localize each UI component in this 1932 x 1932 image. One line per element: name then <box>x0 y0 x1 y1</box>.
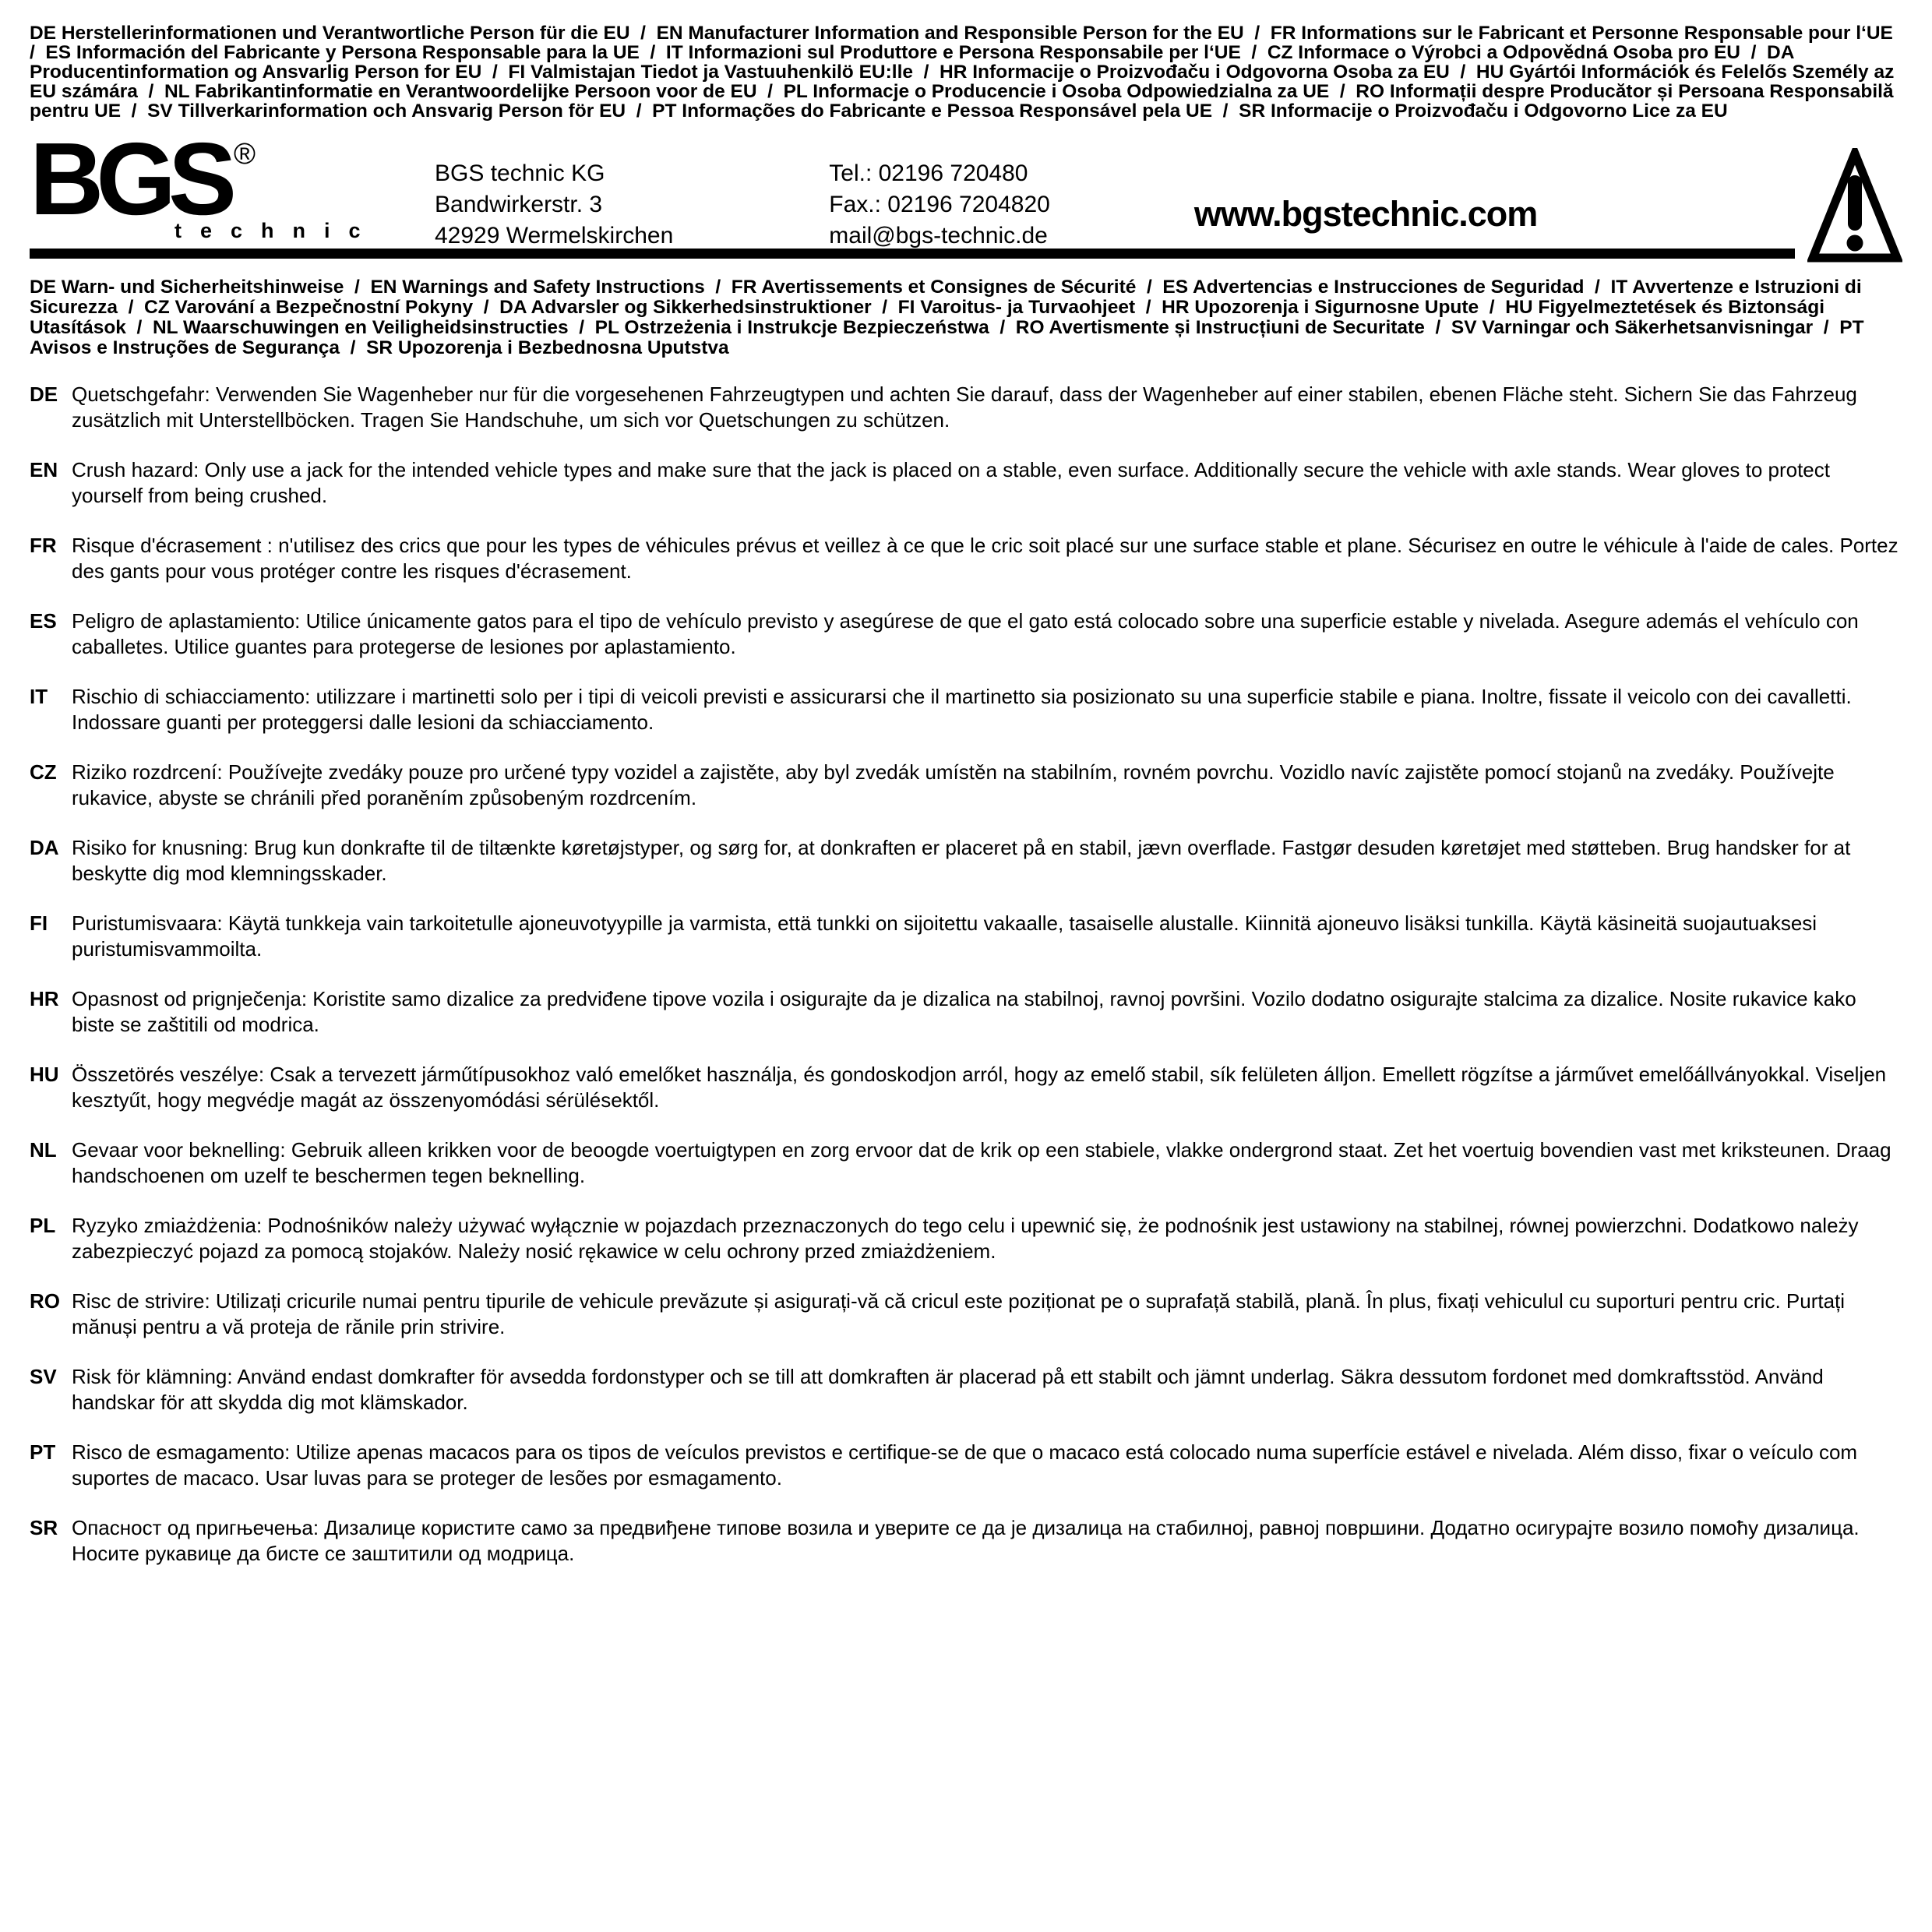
logo-technic-text: technic <box>175 219 379 242</box>
language-code: DA <box>30 836 59 859</box>
company-city: 42929 Wermelskirchen <box>435 223 674 249</box>
language-code: HU <box>30 1063 59 1086</box>
safety-note-text: Gevaar voor beknelling: Gebruik alleen krikken voor de beoogde voertuigtypen en zorg ervoor dat de krik op een stabiele, vlakke ondergrond staat. Zet het voertuig bovendien vast met kriksteunen. Draag handschoenen om uzelf te beschermen tegen beknelling. <box>72 1138 1891 1187</box>
safety-note-row-it <box>30 684 1904 735</box>
logo-bgs-text: BGS <box>30 122 230 236</box>
language-code: IT <box>30 685 48 708</box>
safety-note-text: Riziko rozdrcení: Používejte zvedáky pouze pro určené typy vozidel a zajistěte, aby byl zvedák umístěn na stabilním, rovném povrchu. Vozidlo navíc zajistěte pomocí stojanů na zvedáky. Používejte rukavice, abyste se chránili před poraněním způsobeným rozdrcením. <box>72 760 1835 809</box>
language-code: ES <box>30 609 57 633</box>
safety-note-row-en <box>30 457 1904 509</box>
brand-row <box>30 122 1904 249</box>
safety-note-text: Összetörés veszélye: Csak a tervezett járműtípusokhoz való emelőket használja, és gondoskodjon arról, hogy az emelő stabil, sík felületen álljon. Emellett rögzítse a járművet emelőállványokkal. Viseljen kesztyűt, hogy megvédje magát az összenyomódási sérülésektől. <box>72 1063 1887 1112</box>
safety-note-row-sr <box>30 1515 1904 1567</box>
safety-note-row-pl <box>30 1213 1904 1264</box>
safety-note-row-de <box>30 382 1904 433</box>
email-address: mail@bgs-technic.de <box>829 223 1048 249</box>
safety-note-text: Risco de esmagamento: Utilize apenas macacos para os tipos de veículos previstos e certifique-se de que o macaco está colocado numa superfície estável e nivelada. Além disso, fixar o veículo com suportes de macaco. Usar luvas para se proteger de lesões por esmagamento. <box>72 1440 1858 1490</box>
language-code: FR <box>30 534 57 557</box>
language-code: SR <box>30 1516 58 1539</box>
safety-note-text: Quetschgefahr: Verwenden Sie Wagenheber nur für die vorgesehenen Fahrzeugtypen und achten Sie darauf, dass der Wagenheber auf einer stabilen, ebenen Fläche steht. Sichern Sie das Fahrzeug zusätzlich mit Unterstellböcken. Tragen Sie Handschuhe, um sich vor Quetschungen zu schützen. <box>72 383 1857 432</box>
safety-note-row-hr <box>30 986 1904 1038</box>
masthead <box>30 122 1904 259</box>
registered-trademark-mark: ® <box>234 138 256 171</box>
language-code: HR <box>30 987 59 1010</box>
safety-note-text: Ryzyko zmiażdżenia: Podnośników należy używać wyłącznie w pojazdach przeznaczonych do tego celu i upewnić się, że podnośnik jest ustawiony na stabilnej, równej powierzchni. Dodatkowo należy zabezpieczyć pojazd za pomocą stojaków. Należy nosić rękawice w celu ochrony przed zmiażdżeniem. <box>72 1214 1859 1263</box>
safety-note-row-cz <box>30 760 1904 811</box>
safety-note-row-fr <box>30 533 1904 584</box>
safety-note-row-da <box>30 835 1904 887</box>
contact-block <box>829 139 1050 252</box>
safety-note-text: Risc de strivire: Utilizați cricurile numai pentru tipurile de vehicule prevăzute și asigurați-vă că cricul este poziționat pe o suprafață stabilă, plană. În plus, fixați vehiculul cu suporturi pentru cric. Purtați mănuși pentru a vă proteja de rănile prin strivire. <box>72 1289 1846 1338</box>
safety-note-row-fi <box>30 911 1904 962</box>
company-name: BGS technic KG <box>435 160 605 186</box>
safety-note-row-es <box>30 608 1904 660</box>
bgs-logo <box>30 122 402 243</box>
language-code: SV <box>30 1365 57 1388</box>
warning-triangle-icon <box>1807 148 1902 263</box>
safety-note-row-pt <box>30 1440 1904 1491</box>
safety-note-text: Crush hazard: Only use a jack for the intended vehicle types and make sure that the jack is placed on a stable, even surface. Additionally secure the vehicle with axle stands. Wear gloves to protect yourself from being crushed. <box>72 458 1830 507</box>
safety-note-text: Peligro de aplastamiento: Utilice únicamente gatos para el tipo de vehículo previsto y asegúrese de que el gato está colocado sobre una superficie estable y nivelada. Asegure además el vehículo con caballetes. Utilice guantes para protegerse de lesiones por aplastamiento. <box>72 609 1859 658</box>
safety-note-text: Rischio di schiacciamento: utilizzare i martinetti solo per i tipi di veicoli previsti e assicurarsi che il martinetto sia posizionato su una superficie stabile e piana. Inoltre, fissate il veicolo con dei cavalletti. Indossare guanti per proteggersi dalle lesioni da schiacciamento. <box>72 685 1852 734</box>
safety-note-text: Опасност од пригњечења: Дизалице користите само за предвиђене типове возила и уверите се да је дизалица на стабилној, равној површини. Додатно осигурајте возило помоћу дизалица. Носите рукавице да бисте се заштитили од модрица. <box>72 1516 1860 1565</box>
safety-note-text: Risiko for knusning: Brug kun donkrafte til de tiltænkte køretøjstyper, og sørg for, at donkraften er placeret på en stabil, jævn overflade. Fastgør desuden køretøjet med støtteben. Brug handsker for at beskytte dig mod klemningsskader. <box>72 836 1851 885</box>
safety-note-row-sv <box>30 1364 1904 1416</box>
safety-note-row-ro <box>30 1289 1904 1340</box>
language-code: RO <box>30 1289 60 1313</box>
company-address-block <box>435 139 673 252</box>
safety-note-text: Puristumisvaara: Käytä tunkkeja vain tarkoitetulle ajoneuvotyypille ja varmista, että tunkki on sijoitettu vakaalle, tasaiselle alustalle. Kiinnitä ajoneuvo lisäksi tunkilla. Käytä käsineitä suojautuaksesi puristumisvammoilta. <box>72 911 1817 961</box>
safety-note-row-nl <box>30 1137 1904 1189</box>
language-code: PL <box>30 1214 56 1237</box>
company-street: Bandwirkerstr. 3 <box>435 192 603 217</box>
language-code: CZ <box>30 760 57 784</box>
safety-note-row-hu <box>30 1062 1904 1113</box>
phone-number: Tel.: 02196 720480 <box>829 160 1028 186</box>
language-code: NL <box>30 1138 57 1162</box>
safety-note-text: Risk för klämning: Använd endast domkrafter för avsedda fordonstyper och se till att domkraften är placerad på ett stabilt och jämnt underlag. Säkra dessutom fordonet med domkraftsstöd. Använd handskar för att skydda dig mot klämskador. <box>72 1365 1824 1414</box>
safety-note-text: Opasnost od prignječenja: Koristite samo dizalice za predviđene tipove vozila i osigurajte da je dizalica na stabilnoj, ravnoj površini. Vozilo dodatno osigurajte stalcima za dizalice. Nosite rukavice kako biste se zaštitili od modrica. <box>72 987 1856 1036</box>
language-code: EN <box>30 458 58 481</box>
language-code: DE <box>30 383 58 406</box>
safety-notes-list <box>30 382 1904 1567</box>
safety-note-text: Risque d'écrasement : n'utilisez des crics que pour les types de véhicules prévus et veillez à ce que le cric soit placé sur une surface stable et plane. Sécurisez en outre le véhicule à l'aide de cales. Portez des gants pour vous protéger contre les risques d'écrasement. <box>72 534 1899 583</box>
fax-number: Fax.: 02196 7204820 <box>829 192 1050 217</box>
manufacturer-info-header: DE Herstellerinformationen und Verantwortliche Person für die EU / EN Manufacturer Information and Responsible Person for the EU / FR Informations sur le Fabricant et Personne Responsable pour l‘UE / ES Información del Fabricante y Persona Responsable para la UE / IT Informazioni sul Produttore e Persona Responsabile per l‘UE / CZ Informace o Výrobci a Odpovědná Osoba pro EU / DA Producentinformation og Ansvarlig Person for EU / FI Valmistajan Tiedot ja Vastuuhenkilö EU:lle / HR Informacije o Proizvođaču i Odgovorna Osoba za EU / HU Gyártói Információk és Felelős Személy az EU számára / NL Fabrikantinformatie en Verantwoordelijke Persoon voor de EU / PL Informacje o Producencie i Osoba Odpowiedzialna za UE / RO Informații despre Producător și Persoana Responsabilă pentru UE / SV Tillverkarinformation och Ansvarig Person för EU / PT Informações do Fabricante e Pessoa Responsável pela UE / SR Informacije o Proizvođaču i Odgovorno Lice za EU <box>30 23 1904 122</box>
website-url: www.bgstechnic.com <box>1193 194 1538 234</box>
language-code: FI <box>30 911 48 935</box>
safety-instructions-header: DE Warn- und Sicherheitshinweise / EN Warnings and Safety Instructions / FR Avertissements et Consignes de Sécurité / ES Advertencias e Instrucciones de Seguridad / IT Avvertenze e Istruzioni di Sicurezza / CZ Varování a Bezpečnostní Pokyny / DA Advarsler og Sikkerhedsinstruktioner / FI Varoitus- ja Turvaohjeet / HR Upozorenja i Sigurnosne Upute / HU Figyelmeztetések és Biztonsági Utasítások / NL Waarschuwingen en Veiligheidsinstructies / PL Ostrzeżenia i Instrukcje Bezpieczeństwa / RO Avertismente și Instrucțiuni de Securitate / SV Varningar och Säkerhetsanvisningar / PT Avisos e Instruções de Segurança / SR Upozorenja i Bezbednosna Uputstva <box>30 277 1869 358</box>
language-code: PT <box>30 1440 56 1464</box>
